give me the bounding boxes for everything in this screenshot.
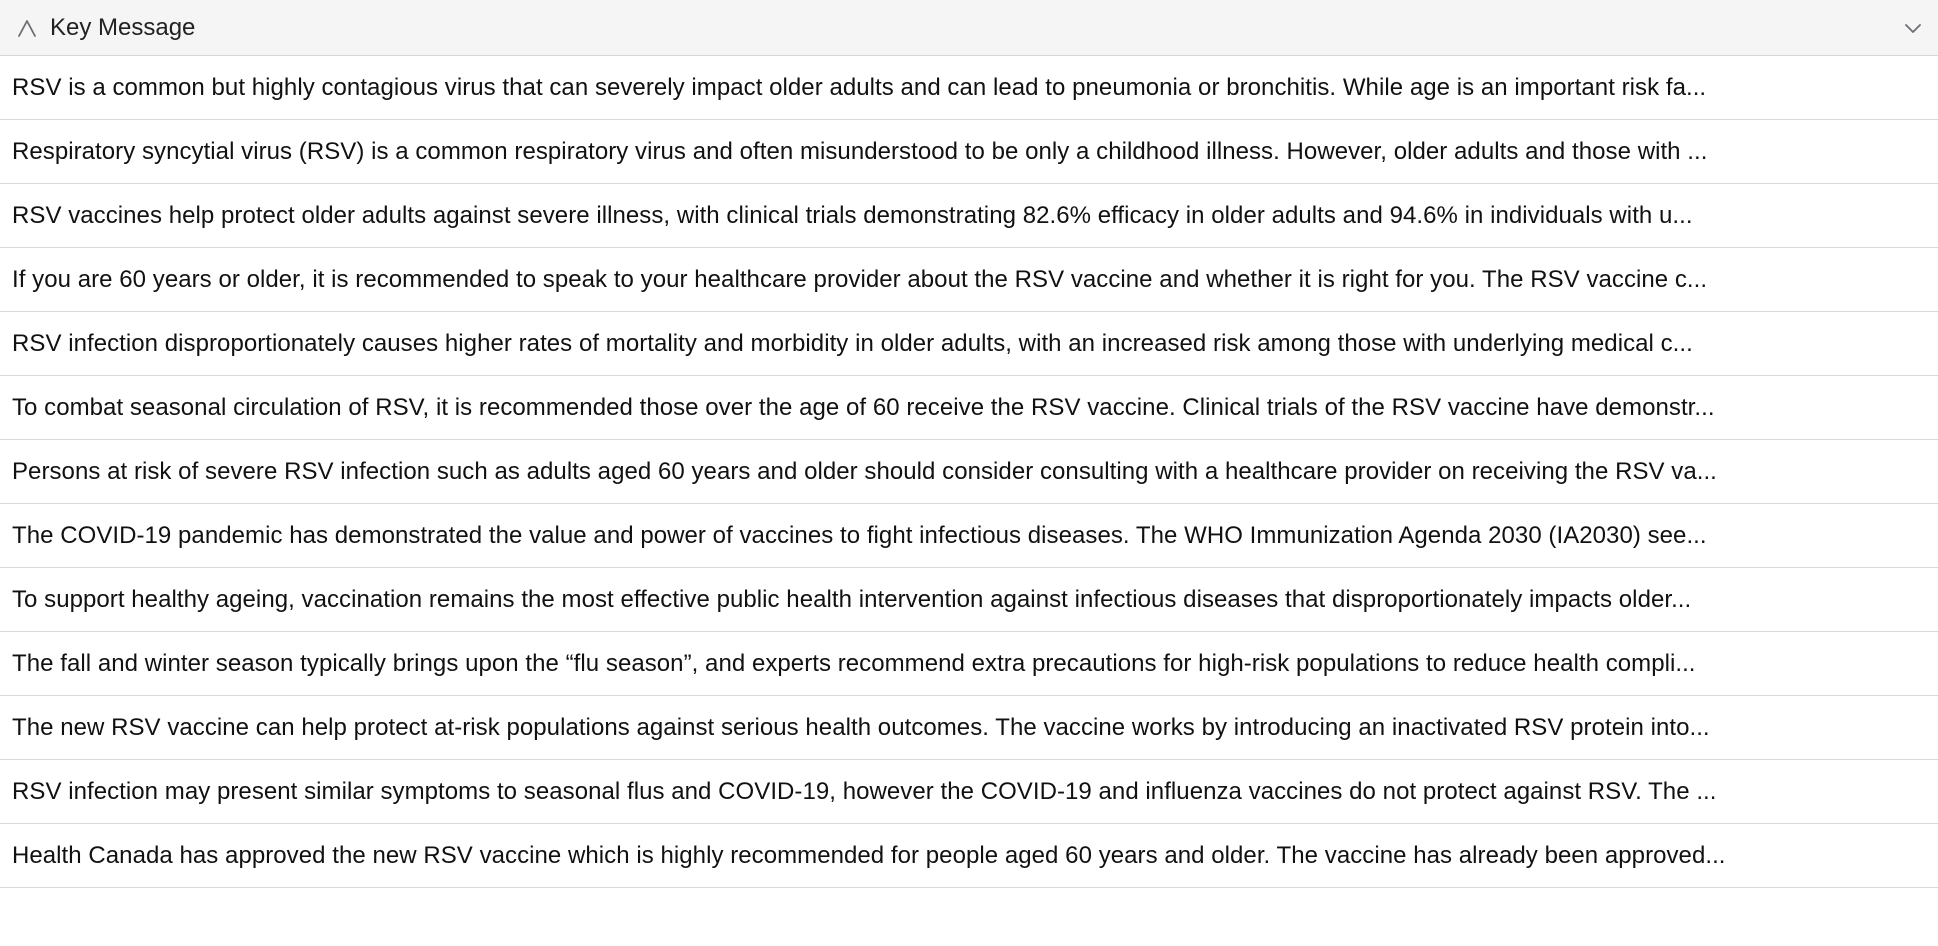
table-row[interactable] [0,120,1938,184]
key-message-cell: Respiratory syncytial virus (RSV) is a common respiratory virus and often misunderstood to be only a childhood illness. However, older adults and those with ... [12,137,1708,165]
key-message-cell: To support healthy ageing, vaccination remains the most effective public health intervention against infectious diseases that disproportionately impacts older... [12,585,1692,613]
key-message-cell: RSV is a common but highly contagious virus that can severely impact older adults and can lead to pneumonia or bronchitis. While age is an important risk fa... [12,73,1707,101]
key-message-cell: The new RSV vaccine can help protect at-risk populations against serious health outcomes. The vaccine works by introducing an inactivated RSV protein into... [12,713,1710,741]
key-message-cell: Persons at risk of severe RSV infection such as adults aged 60 years and older should consider consulting with a healthcare provider on receiving the RSV va... [12,457,1717,485]
key-message-cell: RSV infection disproportionately causes higher rates of mortality and morbidity in older adults, with an increased risk among those with underlying medical c... [12,329,1693,357]
column-header[interactable] [0,0,1938,56]
table-row[interactable] [0,504,1938,568]
text-type-icon [14,18,40,38]
table-body [0,56,1938,888]
key-message-cell: To combat seasonal circulation of RSV, it is recommended those over the age of 60 receive the RSV vaccine. Clinical trials of the RSV vaccine have demonstr... [12,393,1715,421]
key-message-cell: RSV infection may present similar symptoms to seasonal flus and COVID-19, however the COVID-19 and influenza vaccines do not protect against RSV. The ... [12,777,1717,805]
column-title: Key Message [50,13,196,41]
table-row[interactable] [0,696,1938,760]
table-row[interactable] [0,440,1938,504]
key-message-cell: The fall and winter season typically brings upon the “flu season”, and experts recommend extra precautions for high-risk populations to reduce health compli... [12,649,1696,677]
table-row[interactable] [0,376,1938,440]
chevron-down-icon[interactable] [1898,14,1928,42]
key-message-cell: RSV vaccines help protect older adults against severe illness, with clinical trials demonstrating 82.6% efficacy in older adults and 94.6% in individuals with u... [12,201,1693,229]
table-row[interactable] [0,312,1938,376]
table-row[interactable] [0,56,1938,120]
table-row[interactable] [0,568,1938,632]
key-message-cell: If you are 60 years or older, it is recommended to speak to your healthcare provider about the RSV vaccine and whether it is right for you. The RSV vaccine c... [12,265,1708,293]
table-row[interactable] [0,760,1938,824]
key-message-cell: Health Canada has approved the new RSV vaccine which is highly recommended for people aged 60 years and older. The vaccine has already been approved... [12,841,1726,869]
table-row[interactable] [0,632,1938,696]
table-row[interactable] [0,184,1938,248]
table-row[interactable] [0,248,1938,312]
key-message-cell: The COVID-19 pandemic has demonstrated the value and power of vaccines to fight infectious diseases. The WHO Immunization Agenda 2030 (IA2030) see... [12,521,1707,549]
table-row[interactable] [0,824,1938,888]
